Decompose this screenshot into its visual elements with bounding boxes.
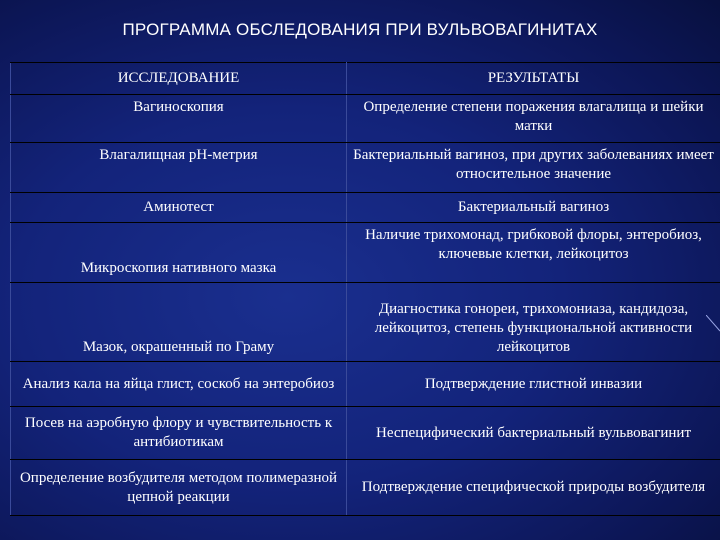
- table-row: [11, 95, 720, 143]
- study-cell: Аминотест: [11, 193, 347, 223]
- table-row: [11, 223, 720, 283]
- table-row: [11, 362, 720, 407]
- study-cell: Посев на аэробную флору и чувствительность к антибиотикам: [11, 407, 347, 460]
- result-cell: Определение степени поражения влагалища и шейки матки: [347, 95, 720, 143]
- page-title: ПРОГРАММА ОБСЛЕДОВАНИЯ ПРИ ВУЛЬВОВАГИНИТАХ: [122, 20, 598, 39]
- study-cell: Вагиноскопия: [11, 95, 347, 143]
- column-header-study: ИССЛЕДОВАНИЕ: [11, 63, 347, 95]
- table-row: [11, 407, 720, 460]
- result-cell: Подтверждение специфической природы возбудителя: [347, 460, 720, 516]
- result-cell: Подтверждение глистной инвазии: [347, 362, 720, 407]
- table-row: [11, 193, 720, 223]
- study-cell: Влагалищная рН-метрия: [11, 143, 347, 193]
- result-cell: Бактериальный вагиноз, при других заболеваниях имеет относительное значение: [347, 143, 720, 193]
- examination-table: [10, 62, 720, 516]
- study-cell: Анализ кала на яйца глист, соскоб на энтеробиоз: [11, 362, 347, 407]
- table-header-row: [11, 63, 720, 95]
- result-cell: Наличие трихомонад, грибковой флоры, энтеробиоз, ключевые клетки, лейкоцитоз: [347, 223, 720, 283]
- study-cell: Определение возбудителя методом полимеразной цепной реакции: [11, 460, 347, 516]
- study-cell: Микроскопия нативного мазка: [11, 223, 347, 283]
- result-cell: Диагностика гонореи, трихомониаза, кандидоза, лейкоцитоз, степень функциональной активности лейкоцитов: [347, 283, 720, 362]
- study-cell: Мазок, окрашенный по Граму: [11, 283, 347, 362]
- column-header-results: РЕЗУЛЬТАТЫ: [347, 63, 720, 95]
- table-row: [11, 283, 720, 362]
- result-cell: Бактериальный вагиноз: [347, 193, 720, 223]
- table-row: [11, 460, 720, 516]
- table-row: [11, 143, 720, 193]
- result-cell: Неспецифический бактериальный вульвовагинит: [347, 407, 720, 460]
